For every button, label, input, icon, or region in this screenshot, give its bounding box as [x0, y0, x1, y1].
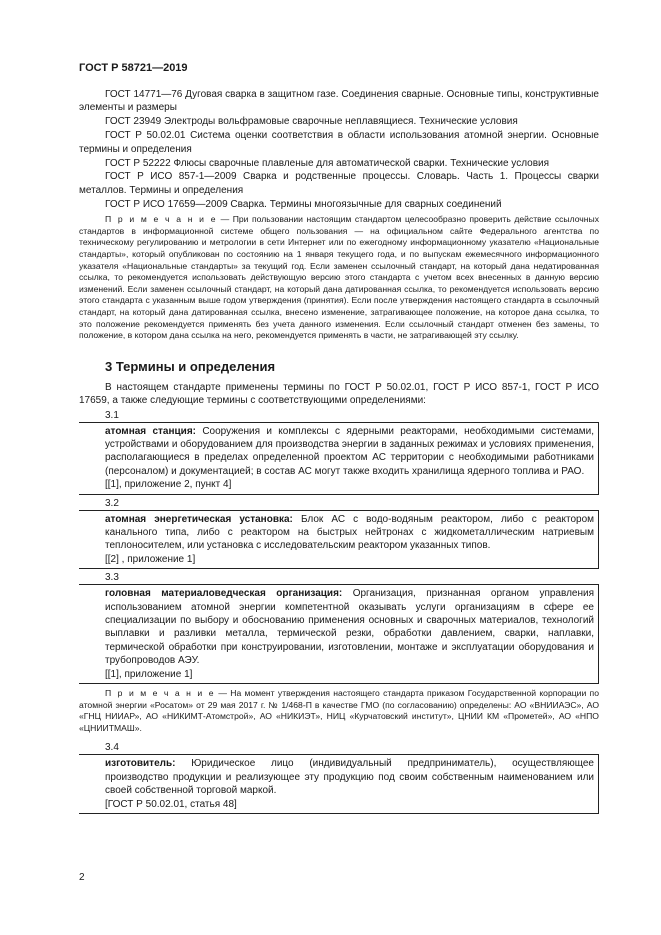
- note-label: П р и м е ч а н и е: [105, 214, 218, 225]
- term-source: [ГОСТ Р 50.02.01, статья 48]: [105, 798, 237, 810]
- page-number: 2: [79, 872, 85, 883]
- note-references: [79, 214, 599, 342]
- term-box: [79, 422, 599, 495]
- reference-item: ГОСТ 23949 Электроды вольфрамовые сварочные неплавящиеся. Технические условия: [105, 116, 518, 128]
- term-name: атомная энергетическая установка:: [105, 513, 293, 525]
- term-name: атомная станция:: [105, 425, 196, 437]
- term-definition: [105, 425, 594, 479]
- reference-item: ГОСТ Р 50.02.01 Система оценки соответствия в области использования атомной энергии. Основные термины и определения: [79, 130, 599, 155]
- term-box: [79, 584, 599, 684]
- section-intro: В настоящем стандарте применены термины по ГОСТ Р 50.02.01, ГОСТ Р ИСО 857-1, ГОСТ Р ИСО 17659, а также следующие термины с соответствующими определениями:: [79, 381, 599, 407]
- reference-item: ГОСТ Р ИСО 857-1—2009 Сварка и родственные процессы. Словарь. Часть 1. Процессы сварки металлов. Термины и определения: [79, 171, 599, 196]
- term-number: 3.2: [105, 497, 119, 509]
- term-box: [79, 510, 599, 570]
- term-box: [79, 754, 599, 814]
- term-name: изготовитель:: [105, 758, 176, 770]
- term-number: 3.3: [105, 572, 119, 584]
- reference-item: ГОСТ Р ИСО 17659—2009 Сварка. Термины многоязычные для сварных соединений: [105, 198, 502, 210]
- term-definition: [105, 757, 594, 797]
- definition-text: Блок АС с водо-водяным реактором, либо с реактором канального типа, либо с реактором на быстрых нейтронах с жидкометаллическим натриевым теплоносителем, или установка с исследовательским реактором указанных типов.: [105, 513, 595, 552]
- note-text: — На момент утверждения настоящего стандарта приказом Государственной корпорации по атомной энергии «Росатом» от 29 мая 2017 г. № 1/468-П в качестве ГМО (по согласованию) определены: АО «ВНИИАЭС», АО «ГНЦ НИИАР», АО «НИКИМТ-Атомстрой», АО «НИКИЭТ», НИЦ «Курчатовский институт», ЦНИИ КМ «Прометей», АО «НПО «ЦНИИТМАШ».: [79, 688, 599, 733]
- term-source: [[2] , приложение 1]: [105, 553, 196, 565]
- definition-text: Юридическое лицо (индивидуальный предприниматель), осуществляющее производство продукции и реализующее эту продукцию под своим собственным наименованием или своей собственной торговой маркой.: [105, 758, 594, 797]
- term-number: 3.4: [105, 742, 119, 754]
- term-definition: [105, 513, 594, 553]
- term-source: [[1], приложение 1]: [105, 668, 193, 680]
- section-title: 3 Термины и определения: [105, 358, 276, 374]
- definition-text: Организация, признанная органом управления использованием атомной энергии компетентной оказывать услуги организациям в сфере ее специализации по выбору и обоснованию применения основных и сварочных материалов, технологий выплавки и разливки металла, термической резки, обработки давлением, сварки, наплавки, термической обработки при конструировании, изготовлении, монтаже и эксплуатации оборудования и трубопроводов АЭУ.: [105, 588, 594, 667]
- normative-references: [79, 88, 599, 211]
- note-gmo: [79, 688, 599, 734]
- term-name: головная материаловедческая организация:: [105, 588, 343, 600]
- definition-text: Сооружения и комплексы с ядерными реакторами, необходимыми системами, устройствами и оборудованием для производства энергии в заданных режимах и условиях применения, располагающиеся в пределах определенной проектом АС территории с необходимыми работниками (персоналом) и документацией; в состав АС могут также входить хранилища ядерного топлива и РАО.: [105, 425, 594, 477]
- reference-item: ГОСТ 14771—76 Дуговая сварка в защитном газе. Соединения сварные. Основные типы, конструктивные элементы и размеры: [79, 89, 599, 114]
- term-definition: [105, 587, 594, 667]
- document-header: ГОСТ Р 58721—2019: [79, 62, 188, 74]
- reference-item: ГОСТ Р 52222 Флюсы сварочные плавленые для автоматической сварки. Технические условия: [105, 157, 550, 169]
- note-label: П р и м е ч а н и е: [105, 688, 216, 698]
- note-text: — При пользовании настоящим стандартом целесообразно проверить действие ссылочных стандартов в информационной системе общего пользования — на официальном сайте Федерального агентства по техническому регулированию и метрологии в сети Интернет или по ежегодному информационному указателю «Национальные стандарты», который опубликован по состоянию на 1 января текущего года, и по выпускам ежемесячного информационного указателя «Национальные стандарты» за текущий год. Если заменен ссылочный стандарт, на который дана недатированная ссылка, то рекомендуется использовать действующую версию этого стандарта с учетом всех внесенных в данную версию изменений. Если заменен ссылочный стандарт, на который дана датированная ссылка, то рекомендуется использовать версию этого стандарта с указанным выше годом утверждения (принятия). Если после утверждения настоящего стандарта в ссылочный стандарт, на который дана датированная ссылка, внесено изменение, затрагивающее положение, на которое дана ссылка, то это положение рекомендуется применять без учета данного изменения. Если ссылочный стандарт отменен без замены, то положение, в котором дана ссылка на него, рекомендуется применять в части, не затрагивающей эту ссылку.: [79, 214, 600, 341]
- term-source: [[1], приложение 2, пункт 4]: [105, 479, 232, 491]
- page-content: [79, 88, 599, 816]
- term-number: 3.1: [105, 409, 119, 421]
